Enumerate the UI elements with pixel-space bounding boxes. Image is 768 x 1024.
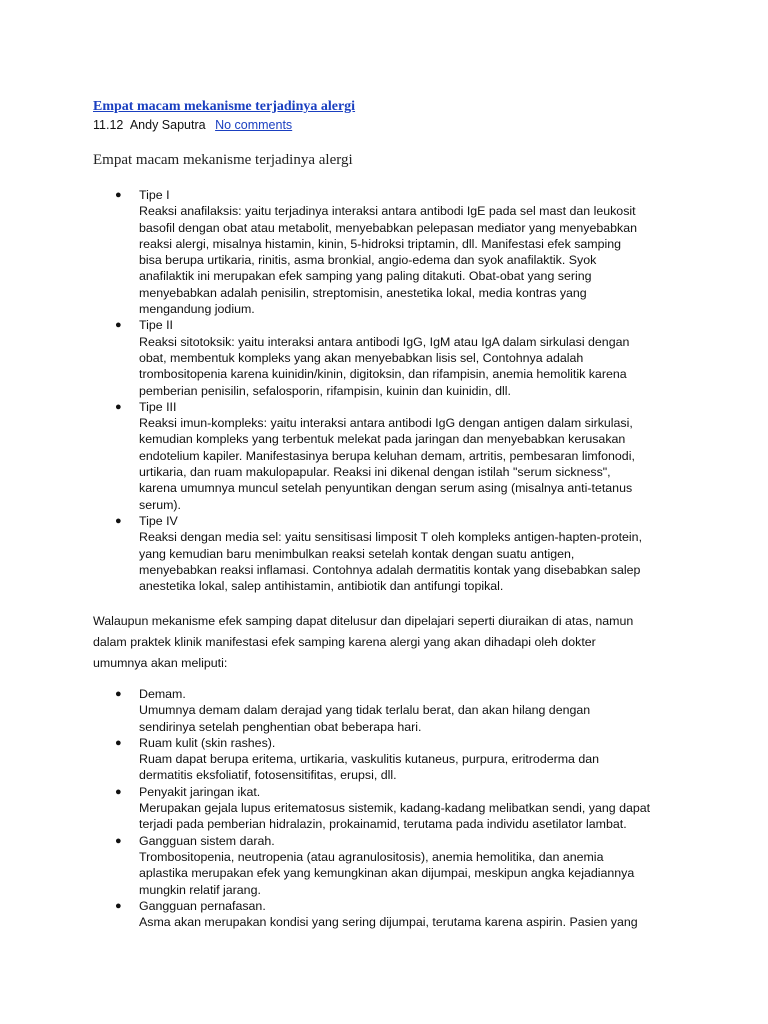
post-meta (93, 118, 292, 132)
bullet-icon: ● (115, 189, 122, 201)
item-body: Reaksi anafilaksis: yaitu terjadinya interaksi antara antibodi IgE pada sel mast dan leukosit basofil dengan obat atau metabolit, menyebabkan pelepasan mediator yang menyebabkan reaksi alergi, misalnya histamin, kinin, 5-hidroksi triptamin, dll. Manifestasi efek samping bisa berupa urtikaria, rinitis, asma bronkial, angio-edema dan syok anafilaktik. Syok anafilaktik ini merupakan efek samping yang paling ditakuti. Obat-obat yang sering menyebabkan adalah penisilin, streptomisin, anestetika lokal, media kontras yang mengandung jodium. (139, 204, 638, 317)
list-item (93, 833, 683, 898)
list-item (93, 399, 683, 513)
bullet-icon: ● (115, 514, 122, 527)
item-body: Merupakan gejala lupus eritematosus sistemik, kadang-kadang melibatkan sendi, yang dapat terjadi pada pemberian hidralazin, prokainamid, terutama pada individu asetilator lambat. (139, 801, 651, 832)
post-author: Andy Saputra (129, 118, 206, 132)
item-body: Trombositopenia, neutropenia (atau agranulositosis), anemia hemolitika, dan anemia aplastika merupakan efek yang kemungkinan akan dijumpai, meskipun angka kejadiannya mungkin relatif jarang. (139, 849, 635, 897)
symptom-list (93, 686, 683, 930)
item-heading: Tipe II (139, 318, 173, 333)
item-body: Umumnya demam dalam derajad yang tidak terlalu berat, dan akan hilang dengan sendirinya setelah penghentian obat beberapa hari. (139, 703, 591, 734)
item-heading: Gangguan pernafasan. (139, 898, 266, 913)
list-item (93, 898, 683, 931)
item-body: Reaksi sitotoksik: yaitu interaksi antara antibodi IgG, IgM atau IgA dalam sirkulasi dengan obat, membentuk kompleks yang akan menyebabkan lisis sel, Contohnya adalah trombositopenia karena kuinidin/kinin, digitoksin, dan rifampisin, anemia hemolitik karena pemberian penisilin, sefalosporin, rifampisin, kuinin dan kuinidin, dll. (139, 334, 630, 398)
item-body: Reaksi imun-kompleks: yaitu interaksi antara antibodi IgG dengan antigen dalam sirkulasi, kemudian kompleks yang terbentuk melekat pada jaringan dan menyebabkan kerusakan endotelium kapiler. Manifestasinya berupa keluhan demam, artritis, pembesaran limfonodi, urtikaria, dan ruam makulopapular. Reaksi ini dikenal dengan istilah "serum sickness", karena umumnya muncul setelah penyuntikan dengan serum asing (misalnya anti-tetanus serum). (139, 416, 635, 512)
list-item (93, 735, 683, 784)
item-heading: Demam. (139, 687, 186, 701)
item-heading: Penyakit jaringan ikat. (139, 784, 261, 799)
item-heading: Tipe IV (139, 513, 178, 528)
list-item (93, 784, 683, 833)
list-item (93, 317, 683, 398)
bullet-icon: ● (115, 736, 122, 749)
allergy-type-list (93, 187, 683, 594)
post-time: 11.12 (93, 118, 124, 132)
item-heading: Gangguan sistem darah. (139, 833, 275, 848)
item-heading: Ruam kulit (skin rashes). (139, 735, 276, 750)
item-body: Reaksi dengan media sel: yaitu sensitisasi limposit T oleh kompleks antigen-hapten-protein, yang kemudian baru menimbulkan reaksi setelah kontak dengan suatu antigen, menyebabkan reaksi inflamasi. Contohnya adalah dermatitis kontak yang disebabkan salep anestetika lokal, salep antihistamin, antibiotik dan antifungi topikal. (139, 530, 643, 594)
bullet-icon: ● (115, 688, 122, 700)
list-item (93, 686, 683, 735)
list-item (93, 187, 683, 317)
bullet-icon: ● (115, 400, 122, 413)
summary-paragraph: Walaupun mekanisme efek samping dapat ditelusur dan dipelajari seperti diuraikan di atas, namun dalam praktek klinik manifestasi efek samping karena alergi yang akan dihadapi oleh dokter umumnya akan meliputi: (93, 614, 634, 670)
post-title-link[interactable]: Empat macam mekanisme terjadinya alergi (93, 99, 356, 114)
bullet-icon: ● (115, 785, 122, 798)
item-heading: Tipe I (139, 188, 170, 202)
bullet-icon: ● (115, 319, 122, 332)
item-heading: Tipe III (139, 399, 177, 414)
bullet-icon: ● (115, 834, 122, 847)
bullet-icon: ● (115, 899, 122, 912)
item-body: Ruam dapat berupa eritema, urtikaria, vaskulitis kutaneus, purpura, eritroderma dan dermatitis eksfoliatif, fotosensitifitas, erupsi, dll. (139, 752, 600, 783)
list-item (93, 513, 683, 594)
item-body: Asma akan merupakan kondisi yang sering dijumpai, terutama karena aspirin. Pasien yang (139, 915, 638, 930)
post-intro: Empat macam mekanisme terjadinya alergi (93, 152, 353, 168)
comments-link[interactable]: No comments (215, 118, 293, 132)
